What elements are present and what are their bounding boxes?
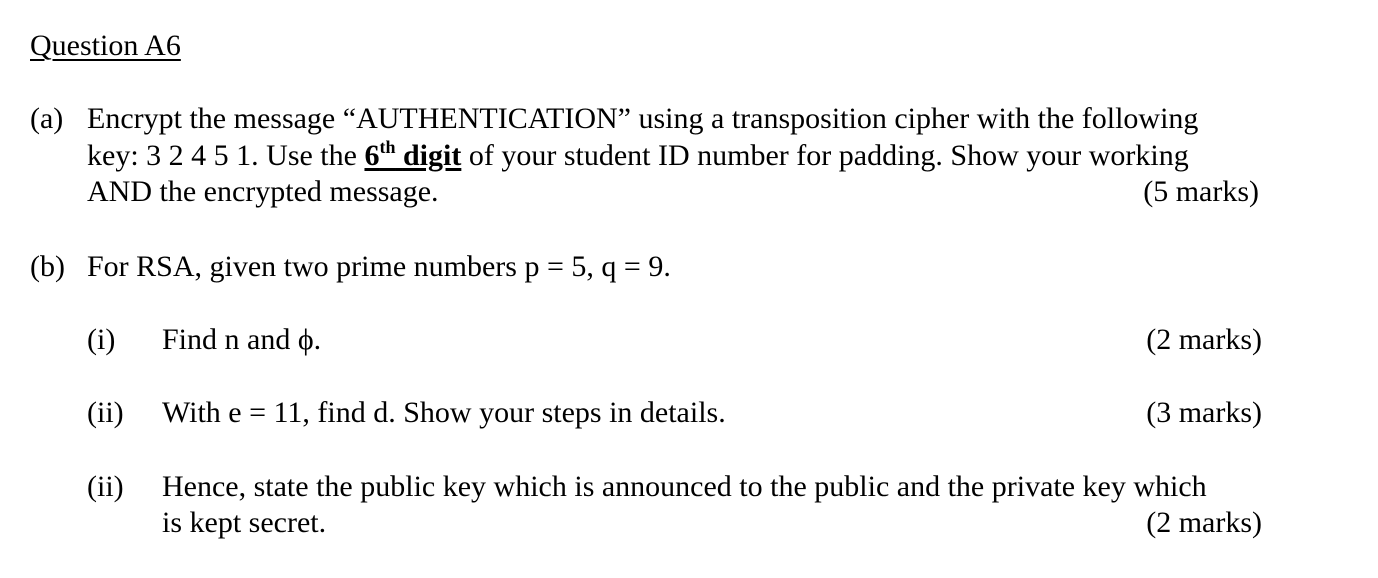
sub-question-text: Hence, state the public key which is announced to the public and the private key which — [162, 470, 1207, 503]
ordinal-number: 6 — [364, 139, 380, 172]
part-a-line-1: Encrypt the message “AUTHENTICATION” using a transposition cipher with the following — [87, 102, 1199, 135]
sub-question-label: (i) — [87, 323, 116, 356]
part-a-line-2-pre: key: 3 2 4 5 1. Use the — [87, 139, 365, 172]
question-title: Question A6 — [30, 29, 181, 62]
ordinal-suffix: th — [379, 137, 396, 157]
part-a-line-2-post: of your student ID number for padding. Show your working — [461, 139, 1189, 172]
sub-question-marks: (2 marks) — [1146, 506, 1262, 539]
part-b-text: For RSA, given two prime numbers p = 5, q = 9. — [87, 250, 671, 283]
sub-question-text: Find n and ϕ. — [162, 323, 322, 356]
part-a-marks: (5 marks) — [1143, 175, 1259, 208]
part-a-line-2 — [87, 138, 1189, 174]
sub-question-label: (ii) — [87, 396, 124, 429]
sub-question-text: With e = 11, find d. Show your steps in details. — [162, 396, 726, 429]
part-b-label: (b) — [30, 250, 65, 283]
part-a-line-3: AND the encrypted message. — [87, 175, 439, 208]
sub-question-marks: (3 marks) — [1146, 396, 1262, 429]
digit-word: digit — [402, 139, 462, 172]
part-a-label: (a) — [30, 102, 64, 135]
padding-digit-emphasis — [364, 139, 461, 172]
sub-question-marks: (2 marks) — [1146, 323, 1262, 356]
sub-question-label: (ii) — [87, 470, 124, 503]
sub-question-text-line-2: is kept secret. — [162, 506, 327, 539]
